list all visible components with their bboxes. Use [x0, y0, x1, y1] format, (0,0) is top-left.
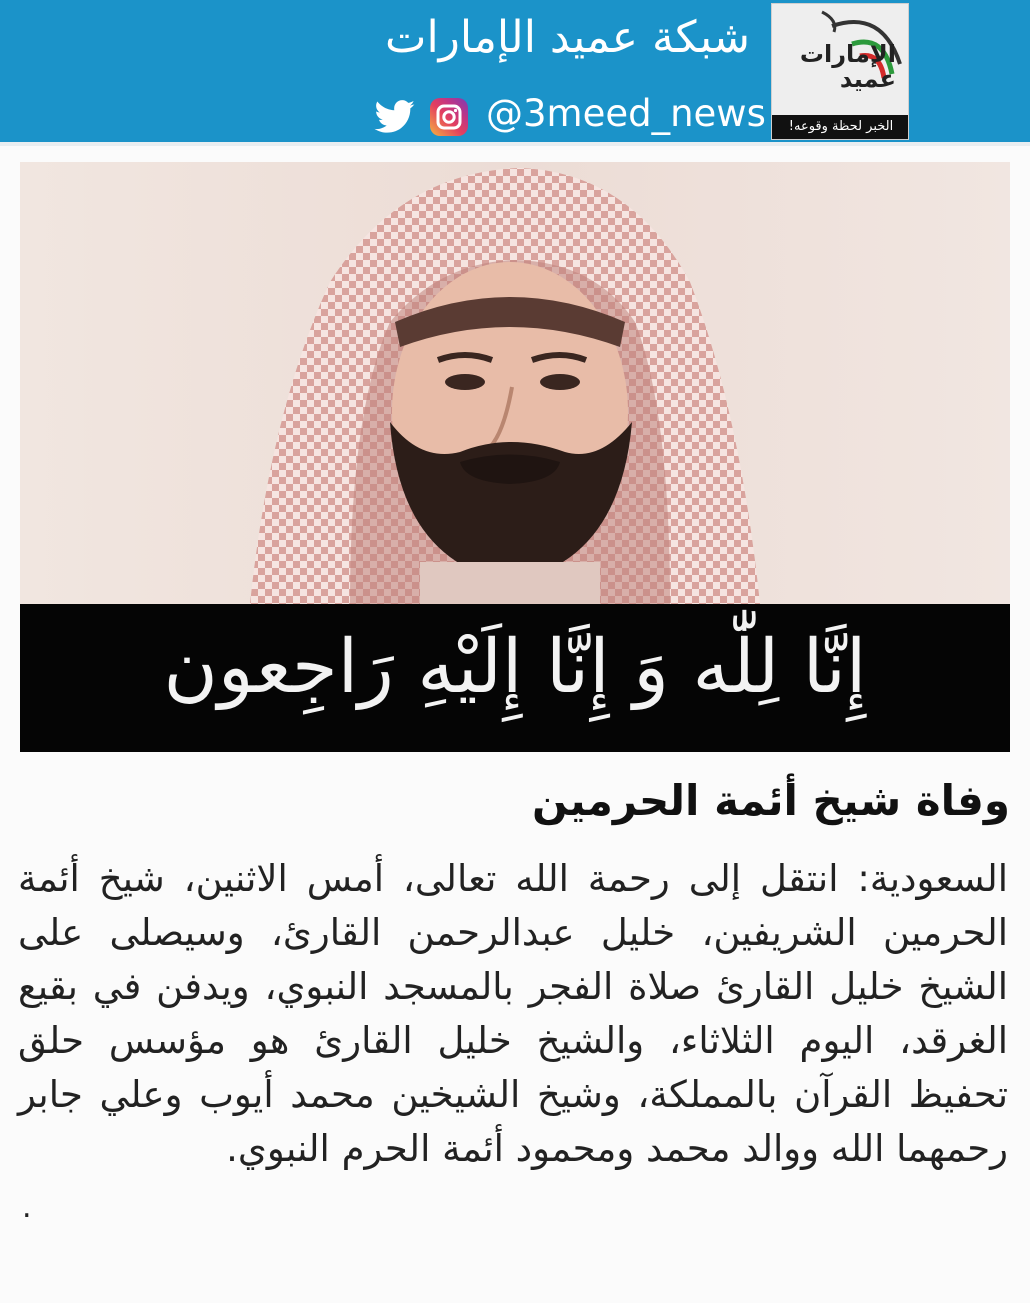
trailing-dot: . — [22, 1190, 32, 1225]
logo-tagline: الخبر لحظة وقوعه! — [772, 115, 909, 139]
instagram-icon[interactable] — [430, 98, 468, 136]
portrait-photo — [20, 162, 1010, 604]
article-body: السعودية: انتقل إلى رحمة الله تعالى، أمس الاثنين، شيخ أئمة الحرمين الشريفين، خليل عبدالرحمن القارئ، وسيصلى على الشيخ خليل القارئ صلاة الفجر بالمسجد النبوي، ويدفن في بقيع الغرقد، اليوم الثلاثاء، والشيخ خليل القارئ هو مؤسس حلق تحفيظ القرآن بالمملكة، وشيخ الشيخين محمد أيوب وعلي جابر رحمهما الله ووالد محمد ومحمود أئمة الحرم النبوي. — [18, 857, 1008, 1170]
header-divider — [0, 142, 1030, 146]
site-title: شبكة عميد الإمارات — [385, 12, 750, 63]
logo-text-line2: عميد — [839, 65, 896, 93]
condolence-banner — [20, 604, 1010, 752]
article-headline: وفاة شيخ أئمة الحرمين — [531, 776, 1010, 825]
social-handle[interactable]: @3meed_news — [486, 92, 766, 135]
site-logo[interactable] — [771, 3, 909, 140]
condolence-text: إِنَّا لِلّٰه وَ إِنَّا إِلَيْهِ رَاجِعون — [163, 624, 867, 710]
twitter-icon[interactable] — [374, 100, 416, 134]
header-bar — [0, 0, 1030, 142]
logo-text — [800, 42, 896, 92]
logo-text-line1: الإمارات — [799, 40, 896, 68]
